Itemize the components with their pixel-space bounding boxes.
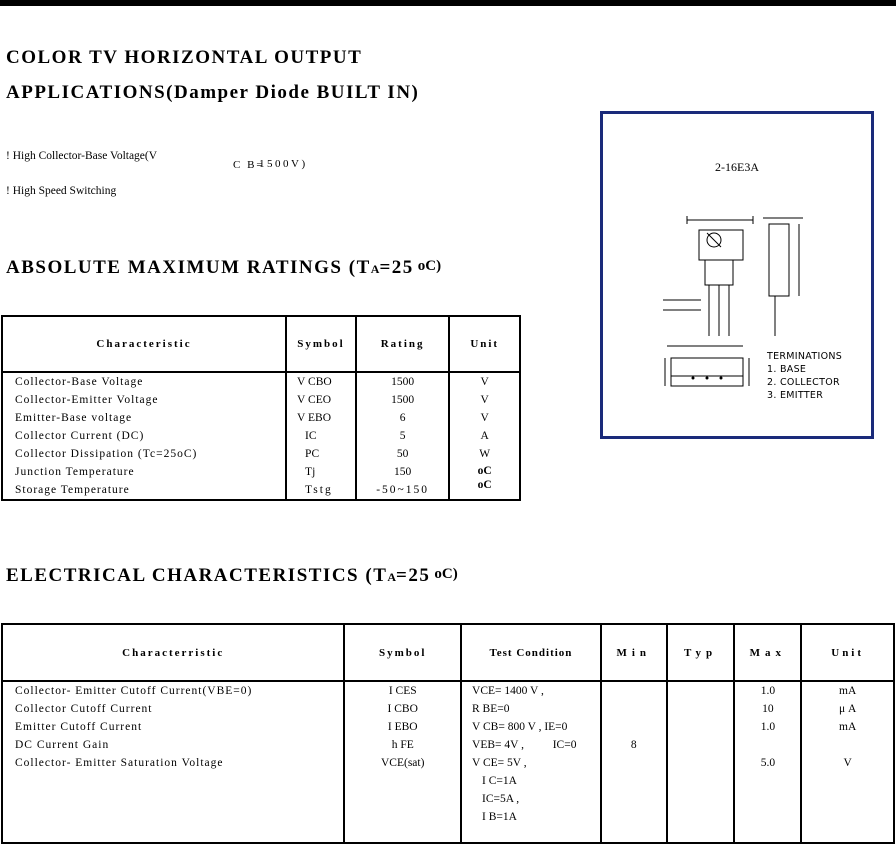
elec-cell-unit: mA xyxy=(839,721,857,733)
elec-cell-test-condition: I C=1A xyxy=(482,775,517,787)
abs-cell-symbol: V CBO xyxy=(297,376,332,388)
elec-title-main: ELECTRICAL CHARACTERISTICS (T xyxy=(6,565,388,586)
elec-cell-test-condition: VEB= 4V , IC=0 xyxy=(472,739,577,751)
absolute-ratings-table xyxy=(1,315,521,501)
abs-cell-rating: 5 xyxy=(399,430,406,442)
elec-cell-characteristic: Emitter Cutoff Current xyxy=(15,721,143,733)
package-body-front xyxy=(699,230,743,260)
package-pin-dot-1 xyxy=(692,377,695,380)
abs-header-unit: Unit xyxy=(449,316,520,372)
package-body-bottom xyxy=(671,358,743,386)
abs-cell-rating: 150 xyxy=(393,466,412,478)
abs-cell-unit: V xyxy=(480,394,489,406)
elec-cell-unit: V xyxy=(843,757,852,769)
abs-cell-symbol: PC xyxy=(305,448,320,460)
elec-cell-max: 5.0 xyxy=(760,757,776,769)
elec-test-condition-column xyxy=(461,681,601,843)
package-body-side xyxy=(769,224,789,296)
abs-cell-characteristic: Emitter-Base voltage xyxy=(15,412,133,424)
elec-cell-max xyxy=(735,736,800,754)
elec-unit-column xyxy=(801,681,894,843)
abs-cell-rating: -50~150 xyxy=(376,484,430,496)
abs-cell-symbol: V CEO xyxy=(297,394,332,406)
abs-cell-rating: 6 xyxy=(399,412,406,424)
elec-cell-unit: μ A xyxy=(838,703,857,715)
elec-max-column xyxy=(734,681,801,843)
elec-header-unit: Unit xyxy=(801,624,894,681)
elec-min-column xyxy=(601,681,667,843)
abs-cell-characteristic: Collector Dissipation (Tc=25oC) xyxy=(15,448,198,460)
elec-cell-characteristic: Collector- Emitter Saturation Voltage xyxy=(15,757,224,769)
electrical-characteristics-table xyxy=(1,623,895,844)
elec-cell-characteristic: Collector- Emitter Cutoff Current(VBE=0) xyxy=(15,685,253,697)
elec-cell-symbol: I CES xyxy=(388,685,417,697)
abs-cell-characteristic: Storage Temperature xyxy=(15,484,130,496)
abs-header-row xyxy=(2,316,520,372)
package-terminals-title: TERMINATIONS xyxy=(767,351,843,362)
elec-header-test-condition: Test Condition xyxy=(461,624,601,681)
abs-cell-symbol: IC xyxy=(305,430,317,442)
feature-vcb-value: 1500V) xyxy=(259,158,308,170)
elec-cell-min: 8 xyxy=(630,739,637,751)
package-drawing-box xyxy=(600,111,874,439)
elec-cell-unit xyxy=(802,736,893,754)
elec-header-max: Max xyxy=(734,624,801,681)
abs-unit-column xyxy=(449,372,520,500)
elec-header-typ: Typ xyxy=(667,624,735,681)
abs-cell-rating: 1500 xyxy=(391,376,415,388)
elec-cell-max: 1.0 xyxy=(760,685,776,697)
elec-title-unit: oC) xyxy=(434,566,458,582)
elec-header-characteristic: Characterristic xyxy=(2,624,344,681)
elec-cell-test-condition: R BE=0 xyxy=(472,703,510,715)
elec-cell-max: 10 xyxy=(762,703,774,715)
abs-header-rating: Rating xyxy=(356,316,450,372)
abs-cell-unit: V xyxy=(480,376,489,388)
elec-cell-characteristic: Collector Cutoff Current xyxy=(15,703,153,715)
elec-cell-min xyxy=(602,700,666,718)
abs-header-symbol: Symbol xyxy=(286,316,356,372)
elec-header-row xyxy=(2,624,894,681)
elec-body-row xyxy=(2,681,894,843)
package-name: 2-16E3A xyxy=(715,160,759,174)
abs-cell-symbol: Tj xyxy=(305,466,316,478)
abs-cell-rating: 1500 xyxy=(391,394,415,406)
feature-high-speed: ! High Speed Switching xyxy=(6,185,117,197)
elec-cell-min xyxy=(602,718,666,736)
abs-cell-unit: V xyxy=(480,412,489,424)
elec-header-min: Min xyxy=(601,624,667,681)
elec-cell-symbol: I EBO xyxy=(387,721,418,733)
abs-cell-symbol: V EBO xyxy=(297,412,332,424)
title-line-2: APPLICATIONS(Damper Diode BUILT IN) xyxy=(6,82,420,103)
abs-header-characteristic: Characteristic xyxy=(2,316,286,372)
elec-cell-symbol: VCE(sat) xyxy=(381,757,425,769)
abs-cell-unit: A xyxy=(480,430,489,442)
package-terminal-item: 2. COLLECTOR xyxy=(767,377,840,388)
abs-characteristic-column xyxy=(2,372,286,500)
abs-cell-symbol: Tstg xyxy=(305,484,333,496)
elec-characteristic-column xyxy=(2,681,344,843)
absolute-ratings-title xyxy=(6,257,441,279)
elec-title-tail: =25 xyxy=(396,565,431,586)
package-pin-dot-3 xyxy=(720,377,723,380)
elec-cell-test-condition: V CE= 5V , xyxy=(472,757,527,769)
package-body-lower xyxy=(705,260,733,285)
abs-title-tail: =25 xyxy=(379,257,414,278)
feature-high-voltage: ! High Collector-Base Voltage(V xyxy=(6,150,158,162)
abs-title-unit: oC) xyxy=(417,258,442,274)
abs-title-main: ABSOLUTE MAXIMUM RATINGS (T xyxy=(6,257,371,278)
elec-cell-max: 1.0 xyxy=(760,721,776,733)
abs-cell-characteristic: Collector-Base Voltage xyxy=(15,376,144,388)
elec-cell-characteristic: DC Current Gain xyxy=(15,739,110,751)
electrical-characteristics-title xyxy=(6,565,458,587)
abs-rating-column xyxy=(356,372,450,500)
title-line-1: COLOR TV HORIZONTAL OUTPUT xyxy=(6,47,363,68)
abs-cell-rating: 50 xyxy=(396,448,409,460)
elec-cell-test-condition: VCE= 1400 V , xyxy=(472,685,544,697)
package-terminal-item: 1. BASE xyxy=(767,364,807,375)
elec-header-symbol: Symbol xyxy=(344,624,461,681)
abs-title-sub: A xyxy=(370,262,380,276)
elec-cell-unit: mA xyxy=(839,685,857,697)
package-terminal-item: 3. EMITTER xyxy=(767,390,824,401)
elec-cell-min xyxy=(602,682,666,700)
abs-symbol-column xyxy=(286,372,356,500)
top-rule xyxy=(0,0,896,6)
elec-title-sub: A xyxy=(387,570,397,584)
abs-cell-characteristic: Collector Current (DC) xyxy=(15,430,145,442)
feature-vcb-symbol: C B= xyxy=(233,159,265,171)
abs-cell-unit: W xyxy=(479,448,491,460)
elec-cell-test-condition: I B=1A xyxy=(482,811,517,823)
abs-body-row xyxy=(2,372,520,500)
elec-cell-symbol: I CBO xyxy=(387,703,418,715)
elec-cell-test-condition: V CB= 800 V , IE=0 xyxy=(472,721,568,733)
elec-cell-test-condition: IC=5A , xyxy=(482,793,520,805)
abs-cell-unit: oC xyxy=(477,479,492,491)
abs-cell-characteristic: Collector-Emitter Voltage xyxy=(15,394,159,406)
elec-cell-symbol: h FE xyxy=(391,739,414,751)
elec-symbol-column xyxy=(344,681,461,843)
abs-cell-characteristic: Junction Temperature xyxy=(15,466,135,478)
elec-cell-min xyxy=(602,754,666,772)
package-pin-dot-2 xyxy=(706,377,709,380)
abs-cell-unit: oC xyxy=(477,465,492,477)
elec-typ-column xyxy=(667,681,735,843)
